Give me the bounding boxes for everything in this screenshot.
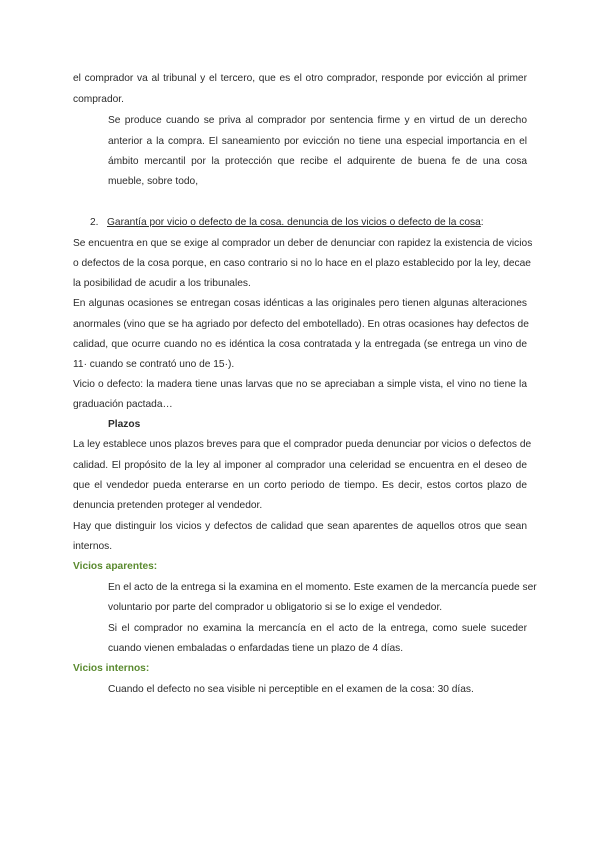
para3-line-1: Vicio o defecto: la madera tiene unas larvas que no se apreciaban a simple vista, el vino no tiene la bbox=[73, 379, 527, 390]
section-title: Garantía por vicio o defecto de la cosa. denuncia de los vicios o defecto de la cosa bbox=[107, 217, 481, 228]
internos-p1: Cuando el defecto no sea visible ni perceptible en el examen de la cosa: 30 días. bbox=[108, 684, 474, 695]
para2-line-3: calidad, que ocurre cuando no es idéntica la cosa contratada y la entregada (se entrega un vino de bbox=[73, 339, 527, 350]
para4-line-3: que el vendedor pueda enterarse en un corto periodo de tiempo. Es decir, estos cortos plazo de bbox=[73, 480, 527, 491]
section-2-heading bbox=[90, 217, 484, 229]
aparentes-p2-line-1: Si el comprador no examina la mercancía en el acto de la entrega, como suele suceder bbox=[108, 623, 527, 634]
eviction-line-2: anterior a la compra. El saneamiento por evicción no tiene una especial importancia en el bbox=[108, 136, 527, 147]
eviction-line-3: ámbito mercantil por la protección que recibe el adquirente de buena fe de una cosa bbox=[108, 156, 527, 167]
para1-line-3: la posibilidad de acudir a los tribunales. bbox=[73, 278, 251, 289]
section-number: 2. bbox=[90, 217, 99, 228]
para2-line-1: En algunas ocasiones se entregan cosas idénticas a las originales pero tienen algunas alteraciones bbox=[73, 298, 527, 309]
plazos-heading: Plazos bbox=[108, 419, 141, 430]
intro-line-2: comprador. bbox=[73, 94, 124, 105]
para1-line-2: o defectos de la cosa porque, en caso contrario si no lo hace en el plazo establecido por la ley, decae bbox=[73, 258, 531, 269]
para2-line-4: 11· cuando se contrató uno de 15·). bbox=[73, 359, 235, 370]
eviction-line-4: mueble, sobre todo, bbox=[108, 176, 199, 187]
para3-line-2: graduación pactada… bbox=[73, 399, 173, 410]
para4-line-2: calidad. El propósito de la ley al imponer al comprador una celeridad se encuentra en el deseo de bbox=[73, 460, 527, 471]
aparentes-p1-line-1: En el acto de la entrega si la examina en el momento. Este examen de la mercancía puede ser bbox=[108, 582, 537, 593]
para4-line-4: denuncia pretenden proteger al vendedor. bbox=[73, 500, 263, 511]
aparentes-p1-line-2: voluntario por parte del comprador u obligatorio si se lo exige el vendedor. bbox=[108, 602, 443, 613]
para2-line-2: anormales (vino que se ha agriado por defecto del embotellado). En otras ocasiones hay defectos de bbox=[73, 319, 529, 330]
vicios-internos-heading: Vicios internos: bbox=[73, 663, 150, 674]
para5-line-1: Hay que distinguir los vicios y defectos de calidad que sean aparentes de aquellos otros que sean bbox=[73, 521, 527, 532]
para4-line-1: La ley establece unos plazos breves para que el comprador pueda denunciar por vicios o defectos de bbox=[73, 439, 532, 450]
eviction-line-1: Se produce cuando se priva al comprador por sentencia firme y en virtud de un derecho bbox=[108, 115, 527, 126]
section-colon: : bbox=[480, 217, 484, 228]
vicios-aparentes-heading: Vicios aparentes: bbox=[73, 561, 158, 572]
para1-line-1: Se encuentra en que se exige al comprador un deber de denunciar con rapidez la existencia de vicios bbox=[73, 238, 533, 249]
intro-line-1: el comprador va al tribunal y el tercero, que es el otro comprador, responde por evicción al primer bbox=[73, 73, 527, 84]
para5-line-2: internos. bbox=[73, 541, 113, 552]
aparentes-p2-line-2: cuando vienen embaladas o enfardadas tiene un plazo de 4 días. bbox=[108, 643, 404, 654]
